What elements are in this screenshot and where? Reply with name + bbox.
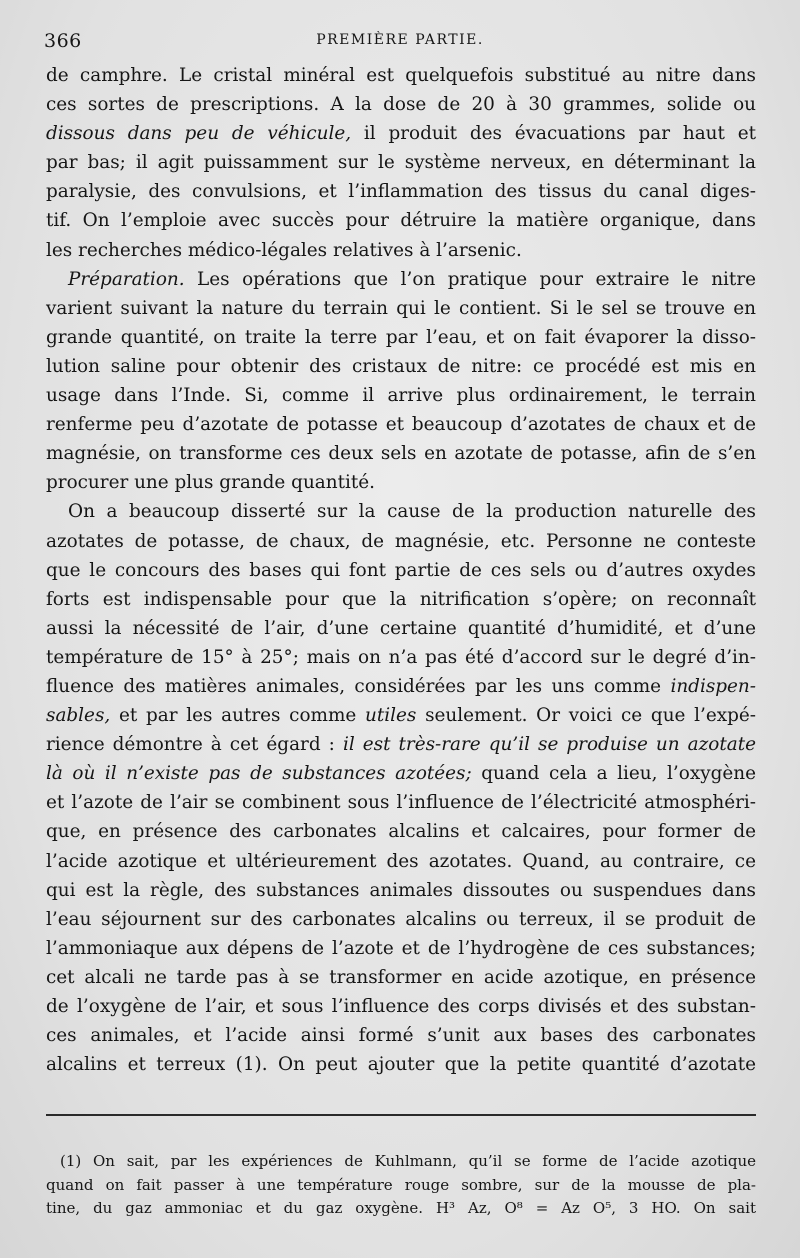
text-run: cet alcali ne tarde pas à se transformer en acide azotique, en présence bbox=[46, 966, 756, 988]
text-line bbox=[46, 672, 756, 701]
text-line bbox=[46, 527, 756, 556]
text-line bbox=[46, 236, 756, 265]
text-line bbox=[46, 817, 756, 846]
text-run: tif. On l’emploie avec succès pour détruire la matière organique, dans bbox=[46, 210, 756, 232]
text-line bbox=[46, 265, 756, 294]
text-run: grande quantité, on traite la terre par l’eau, et on fait évaporer la disso- bbox=[46, 326, 756, 348]
text-run: et l’azote de l’air se combinent sous l’influence de l’électricité atmosphéri- bbox=[46, 792, 756, 814]
text-line bbox=[46, 323, 756, 352]
text-run: quand cela a lieu, l’oxygène bbox=[471, 763, 756, 785]
page-header bbox=[44, 30, 756, 60]
footnote-rule bbox=[46, 1114, 756, 1116]
text-line bbox=[46, 701, 756, 730]
text-line bbox=[46, 119, 756, 148]
footnote-line bbox=[46, 1174, 756, 1198]
text-run: procurer une plus grande quantité. bbox=[46, 472, 375, 494]
text-run: alcalins et terreux (1). On peut ajouter que la petite quantité d’azotate bbox=[46, 1054, 756, 1076]
italic-run: Préparation. bbox=[68, 268, 185, 290]
text-line bbox=[46, 294, 756, 323]
text-line bbox=[46, 847, 756, 876]
text-run: seulement. Or voici ce que l’expé- bbox=[416, 705, 756, 727]
text-line bbox=[46, 1021, 756, 1050]
italic-run: indispen- bbox=[670, 675, 756, 697]
text-run: On a beaucoup disserté sur la cause de la production naturelle des bbox=[68, 501, 756, 523]
text-line bbox=[46, 61, 756, 90]
text-line bbox=[46, 410, 756, 439]
text-run: azotates de potasse, de chaux, de magnésie, etc. Personne ne conteste bbox=[46, 530, 756, 552]
text-line bbox=[46, 556, 756, 585]
text-run: usage dans l’Inde. Si, comme il arrive plus ordinairement, le terrain bbox=[46, 385, 756, 407]
text-line bbox=[46, 614, 756, 643]
text-run: l’ammoniaque aux dépens de l’azote et de l’hydrogène de ces substances; bbox=[46, 937, 756, 959]
text-run: l’eau séjournent sur des carbonates alcalins ou terreux, il se produit de bbox=[46, 908, 756, 930]
italic-run: sables, bbox=[46, 705, 111, 727]
text-run: aussi la nécessité de l’air, d’une certaine quantité d’humidité, et d’une bbox=[46, 617, 756, 639]
text-run: lution saline pour obtenir des cristaux de nitre: ce procédé est mis en bbox=[46, 355, 756, 377]
text-run: de camphre. Le cristal minéral est quelquefois substitué au nitre dans bbox=[46, 65, 756, 86]
text-line bbox=[46, 90, 756, 119]
text-line bbox=[46, 643, 756, 672]
text-line bbox=[46, 963, 756, 992]
text-run: ces animales, et l’acide ainsi formé s’unit aux bases des carbonates bbox=[46, 1025, 756, 1047]
text-line bbox=[46, 439, 756, 468]
text-line bbox=[46, 381, 756, 410]
text-run: que le concours des bases qui font partie de ces sels ou d’autres oxydes bbox=[46, 559, 756, 581]
text-line bbox=[46, 177, 756, 206]
text-line bbox=[46, 148, 756, 177]
text-run: rience démontre à cet égard : bbox=[46, 734, 343, 756]
italic-run: là où il n’existe pas de substances azotées; bbox=[46, 763, 472, 785]
text-run: varient suivant la nature du terrain qui le contient. Si le sel se trouve en bbox=[46, 297, 756, 319]
text-line bbox=[46, 730, 756, 759]
text-run: tine, du gaz ammoniac et du gaz oxygène. H³ Az, O⁸ = Az O⁵, 3 HO. On sait bbox=[46, 1199, 756, 1217]
text-run: renferme peu d’azotate de potasse et beaucoup d’azotates de chaux et de bbox=[46, 414, 756, 436]
text-run: de l’oxygène de l’air, et sous l’influence des corps divisés et des substan- bbox=[46, 996, 756, 1017]
text-run: ces sortes de prescriptions. A la dose de 20 à 30 grammes, solide ou bbox=[46, 94, 756, 116]
text-line bbox=[46, 468, 756, 497]
text-run: température de 15° à 25°; mais on n’a pas été d’accord sur le degré d’in- bbox=[46, 646, 756, 668]
text-line bbox=[46, 876, 756, 905]
text-line bbox=[46, 905, 756, 934]
text-run: magnésie, on transforme ces deux sels en azotate de potasse, afin de s’en bbox=[46, 443, 756, 465]
text-run: les recherches médico-légales relatives à l’arsenic. bbox=[46, 239, 522, 261]
text-run: forts est indispensable pour que la nitrification s’opère; on reconnaît bbox=[46, 588, 756, 610]
text-line bbox=[46, 759, 756, 788]
body-text bbox=[46, 61, 756, 1079]
page-number: 366 bbox=[44, 30, 82, 52]
running-title: PREMIÈRE PARTIE. bbox=[316, 32, 484, 48]
text-line bbox=[46, 992, 756, 1021]
text-run: paralysie, des convulsions, et l’inflammation des tissus du canal diges- bbox=[46, 181, 756, 203]
text-run: fluence des matières animales, considérées par les uns comme bbox=[46, 675, 671, 697]
footnote-line bbox=[46, 1197, 756, 1221]
text-line bbox=[46, 497, 756, 526]
text-run: par bas; il agit puissamment sur le système nerveux, en déterminant la bbox=[46, 152, 756, 174]
italic-run: il est très-rare qu’il se produise un azotate bbox=[342, 734, 757, 756]
italic-run: utiles bbox=[365, 705, 417, 727]
text-line bbox=[46, 206, 756, 235]
text-run: qui est la règle, des substances animales dissoutes ou suspendues dans bbox=[46, 879, 756, 901]
text-line bbox=[46, 788, 756, 817]
text-line bbox=[46, 352, 756, 381]
footnote bbox=[46, 1150, 756, 1221]
text-run: il produit des évacuations par haut et bbox=[351, 123, 757, 145]
text-run: que, en présence des carbonates alcalins et calcaires, pour former de bbox=[46, 821, 756, 843]
text-run: (1) On sait, par les expériences de Kuhlmann, qu’il se forme de l’acide azotique bbox=[60, 1152, 756, 1170]
footnote-line bbox=[46, 1150, 756, 1174]
text-run: quand on fait passer à une température rouge sombre, sur de la mousse de pla- bbox=[46, 1175, 756, 1194]
text-run: et par les autres comme bbox=[110, 705, 366, 727]
text-line bbox=[46, 585, 756, 614]
text-run: l’acide azotique et ultérieurement des azotates. Quand, au contraire, ce bbox=[46, 850, 756, 872]
text-line bbox=[46, 934, 756, 963]
italic-run: dissous dans peu de véhicule, bbox=[46, 123, 352, 145]
text-line bbox=[46, 1050, 756, 1079]
text-run: Les opérations que l’on pratique pour extraire le nitre bbox=[184, 268, 756, 290]
